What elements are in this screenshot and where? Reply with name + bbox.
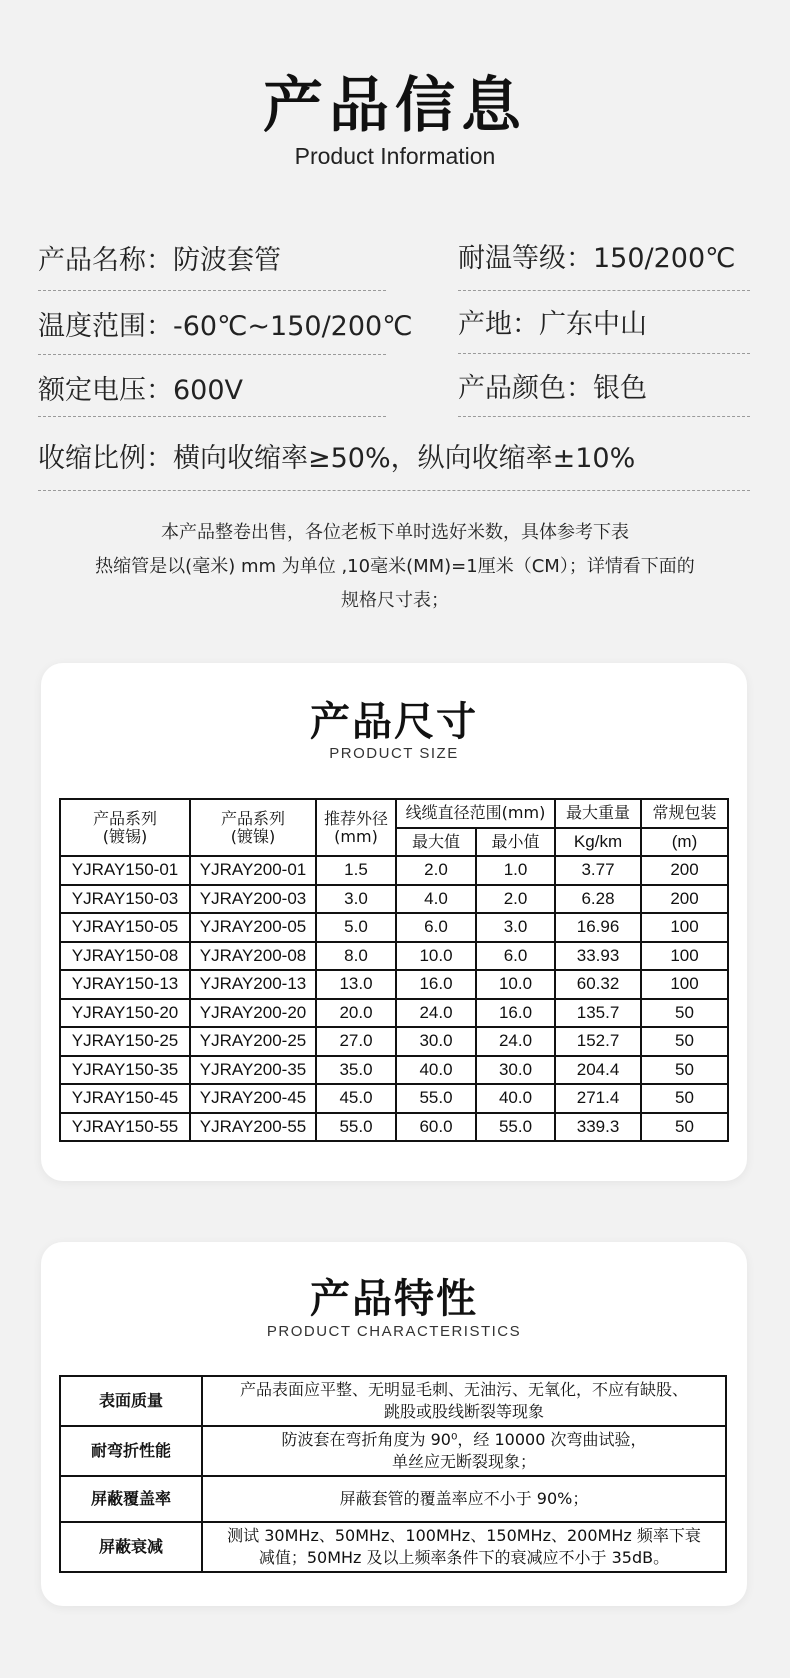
table-cell: 60.32	[555, 970, 641, 999]
divider	[458, 353, 750, 354]
table-cell: YJRAY200-55	[190, 1113, 316, 1142]
characteristic-value	[202, 1426, 726, 1476]
table-cell: 16.0	[476, 999, 555, 1028]
table-cell: 50	[641, 999, 728, 1028]
info-origin: 产地：广东中山	[458, 309, 647, 340]
header-series-tin: 产品系列 (镀锡)	[60, 799, 190, 856]
info-shrink-ratio: 收缩比例：横向收缩率≥50%，纵向收缩率±10%	[38, 443, 636, 474]
table-cell: 100	[641, 970, 728, 999]
info-color: 产品颜色：银色	[458, 373, 647, 404]
table-cell: 40.0	[476, 1084, 555, 1113]
table-cell: YJRAY150-25	[60, 1027, 190, 1056]
table-cell: 50	[641, 1056, 728, 1085]
table-cell: YJRAY150-55	[60, 1113, 190, 1142]
table-cell: 55.0	[396, 1084, 476, 1113]
table-cell: 3.0	[316, 885, 396, 914]
table-cell: 30.0	[396, 1027, 476, 1056]
table-cell: 16.96	[555, 913, 641, 942]
table-cell: YJRAY150-05	[60, 913, 190, 942]
divider	[38, 416, 386, 417]
header-max-weight: 最大重量	[555, 799, 641, 828]
table-cell: 271.4	[555, 1084, 641, 1113]
note-line-3: 规格尺寸表；	[341, 590, 449, 611]
table-cell: 24.0	[396, 999, 476, 1028]
table-cell: 200	[641, 885, 728, 914]
characteristic-row	[60, 1522, 726, 1572]
divider	[38, 490, 750, 491]
characteristic-label: 屏蔽衰减	[60, 1522, 202, 1572]
table-cell: YJRAY200-01	[190, 856, 316, 885]
table-cell: YJRAY150-35	[60, 1056, 190, 1085]
table-cell: 20.0	[316, 999, 396, 1028]
table-cell: 200	[641, 856, 728, 885]
characteristic-label: 耐弯折性能	[60, 1426, 202, 1476]
table-cell: YJRAY200-08	[190, 942, 316, 971]
table-cell: 2.0	[396, 856, 476, 885]
table-cell: 16.0	[396, 970, 476, 999]
divider	[458, 290, 750, 291]
divider	[458, 416, 750, 417]
header-kgkm: Kg/km	[555, 828, 641, 857]
characteristics-table	[59, 1375, 727, 1573]
table-cell: 1.5	[316, 856, 396, 885]
table-cell: 1.0	[476, 856, 555, 885]
characteristic-line-1: 测试 30MHz、50MHz、100MHz、150MHz、200MHz 频率下衰	[227, 1526, 701, 1545]
table-row	[60, 913, 728, 942]
table-cell: 50	[641, 1027, 728, 1056]
page-title: 产品信息	[263, 71, 527, 141]
table-cell: 339.3	[555, 1113, 641, 1142]
table-row	[60, 999, 728, 1028]
characteristic-line-2: 跳股或股线断裂等现象	[383, 1402, 544, 1421]
table-cell: YJRAY150-13	[60, 970, 190, 999]
table-row	[60, 1056, 728, 1085]
table-cell: 8.0	[316, 942, 396, 971]
table-cell: YJRAY200-13	[190, 970, 316, 999]
table-cell: 2.0	[476, 885, 555, 914]
table-cell: YJRAY200-03	[190, 885, 316, 914]
table-cell: 152.7	[555, 1027, 641, 1056]
divider	[38, 354, 386, 355]
table-cell: 45.0	[316, 1084, 396, 1113]
table-cell: 55.0	[476, 1113, 555, 1142]
characteristics-card	[41, 1242, 747, 1606]
table-cell: YJRAY200-20	[190, 999, 316, 1028]
table-cell: 10.0	[476, 970, 555, 999]
table-cell: 30.0	[476, 1056, 555, 1085]
table-cell: 60.0	[396, 1113, 476, 1142]
header-cable-range: 线缆直径范围(mm)	[396, 799, 555, 828]
characteristic-row	[60, 1476, 726, 1522]
table-cell: YJRAY150-08	[60, 942, 190, 971]
header-pack: 常规包装	[641, 799, 728, 828]
table-row	[60, 942, 728, 971]
table-cell: 3.77	[555, 856, 641, 885]
table-cell: YJRAY200-05	[190, 913, 316, 942]
info-temp-range: 温度范围：-60℃~150/200℃	[38, 311, 413, 342]
table-cell: 24.0	[476, 1027, 555, 1056]
characteristics-title: 产品特性	[310, 1276, 478, 1322]
page-subtitle: Product Information	[294, 143, 496, 169]
header-outer-diameter: 推荐外径 (mm)	[316, 799, 396, 856]
info-product-name: 产品名称：防波套管	[38, 245, 281, 276]
table-cell: 204.4	[555, 1056, 641, 1085]
table-cell: 5.0	[316, 913, 396, 942]
table-cell: 40.0	[396, 1056, 476, 1085]
table-cell: YJRAY150-20	[60, 999, 190, 1028]
table-cell: 100	[641, 913, 728, 942]
characteristic-line-2: 单丝应无断裂现象；	[391, 1452, 536, 1471]
size-table	[59, 798, 729, 1142]
table-cell: 6.28	[555, 885, 641, 914]
table-cell: 50	[641, 1113, 728, 1142]
table-cell: YJRAY200-25	[190, 1027, 316, 1056]
characteristic-line-1: 防波套在弯折角度为 90⁰，经 10000 次弯曲试验，	[281, 1430, 647, 1449]
characteristic-value	[202, 1476, 726, 1522]
table-row	[60, 856, 728, 885]
header-m: (m)	[641, 828, 728, 857]
header-series-ni: 产品系列 (镀镍)	[190, 799, 316, 856]
table-cell: 55.0	[316, 1113, 396, 1142]
table-cell: 50	[641, 1084, 728, 1113]
table-cell: 13.0	[316, 970, 396, 999]
characteristic-label: 屏蔽覆盖率	[60, 1476, 202, 1522]
table-cell: 35.0	[316, 1056, 396, 1085]
note-line-1: 本产品整卷出售，各位老板下单时选好米数，具体参考下表	[161, 522, 629, 543]
table-cell: YJRAY200-45	[190, 1084, 316, 1113]
characteristic-row	[60, 1376, 726, 1426]
table-row	[60, 885, 728, 914]
size-card	[41, 663, 747, 1181]
table-cell: 27.0	[316, 1027, 396, 1056]
info-voltage: 额定电压：600V	[38, 375, 244, 406]
table-row	[60, 1027, 728, 1056]
table-cell: YJRAY200-35	[190, 1056, 316, 1085]
table-cell: YJRAY150-01	[60, 856, 190, 885]
characteristic-line-2: 减值；50MHz 及以上频率条件下的衰减应不小于 35dB。	[258, 1548, 670, 1567]
characteristic-row	[60, 1426, 726, 1476]
table-row	[60, 1113, 728, 1142]
table-cell: 33.93	[555, 942, 641, 971]
characteristic-value	[202, 1522, 726, 1572]
characteristic-label: 表面质量	[60, 1376, 202, 1426]
size-title: 产品尺寸	[310, 699, 478, 745]
table-cell: YJRAY150-03	[60, 885, 190, 914]
table-cell: 100	[641, 942, 728, 971]
table-cell: 3.0	[476, 913, 555, 942]
table-cell: 135.7	[555, 999, 641, 1028]
characteristic-line-1: 产品表面应平整、无明显毛刺、无油污、无氧化，不应有缺股、	[239, 1380, 688, 1399]
table-row	[60, 970, 728, 999]
table-cell: 6.0	[476, 942, 555, 971]
info-temp-grade: 耐温等级：150/200℃	[458, 243, 736, 274]
table-cell: 4.0	[396, 885, 476, 914]
header-max-value: 最大值	[396, 828, 476, 857]
characteristic-value	[202, 1376, 726, 1426]
characteristics-subtitle: PRODUCT CHARACTERISTICS	[266, 1323, 522, 1340]
table-row	[60, 1084, 728, 1113]
table-cell: YJRAY150-45	[60, 1084, 190, 1113]
table-cell: 10.0	[396, 942, 476, 971]
size-subtitle: PRODUCT SIZE	[329, 745, 459, 762]
divider	[38, 290, 386, 291]
table-cell: 6.0	[396, 913, 476, 942]
characteristic-line-1: 屏蔽套管的覆盖率应不小于 90%；	[339, 1489, 589, 1508]
note-line-2: 热缩管是以(毫米) mm 为单位 ,10毫米(MM)=1厘米（CM）；详情看下面的	[95, 556, 695, 577]
header-min-value: 最小值	[476, 828, 555, 857]
